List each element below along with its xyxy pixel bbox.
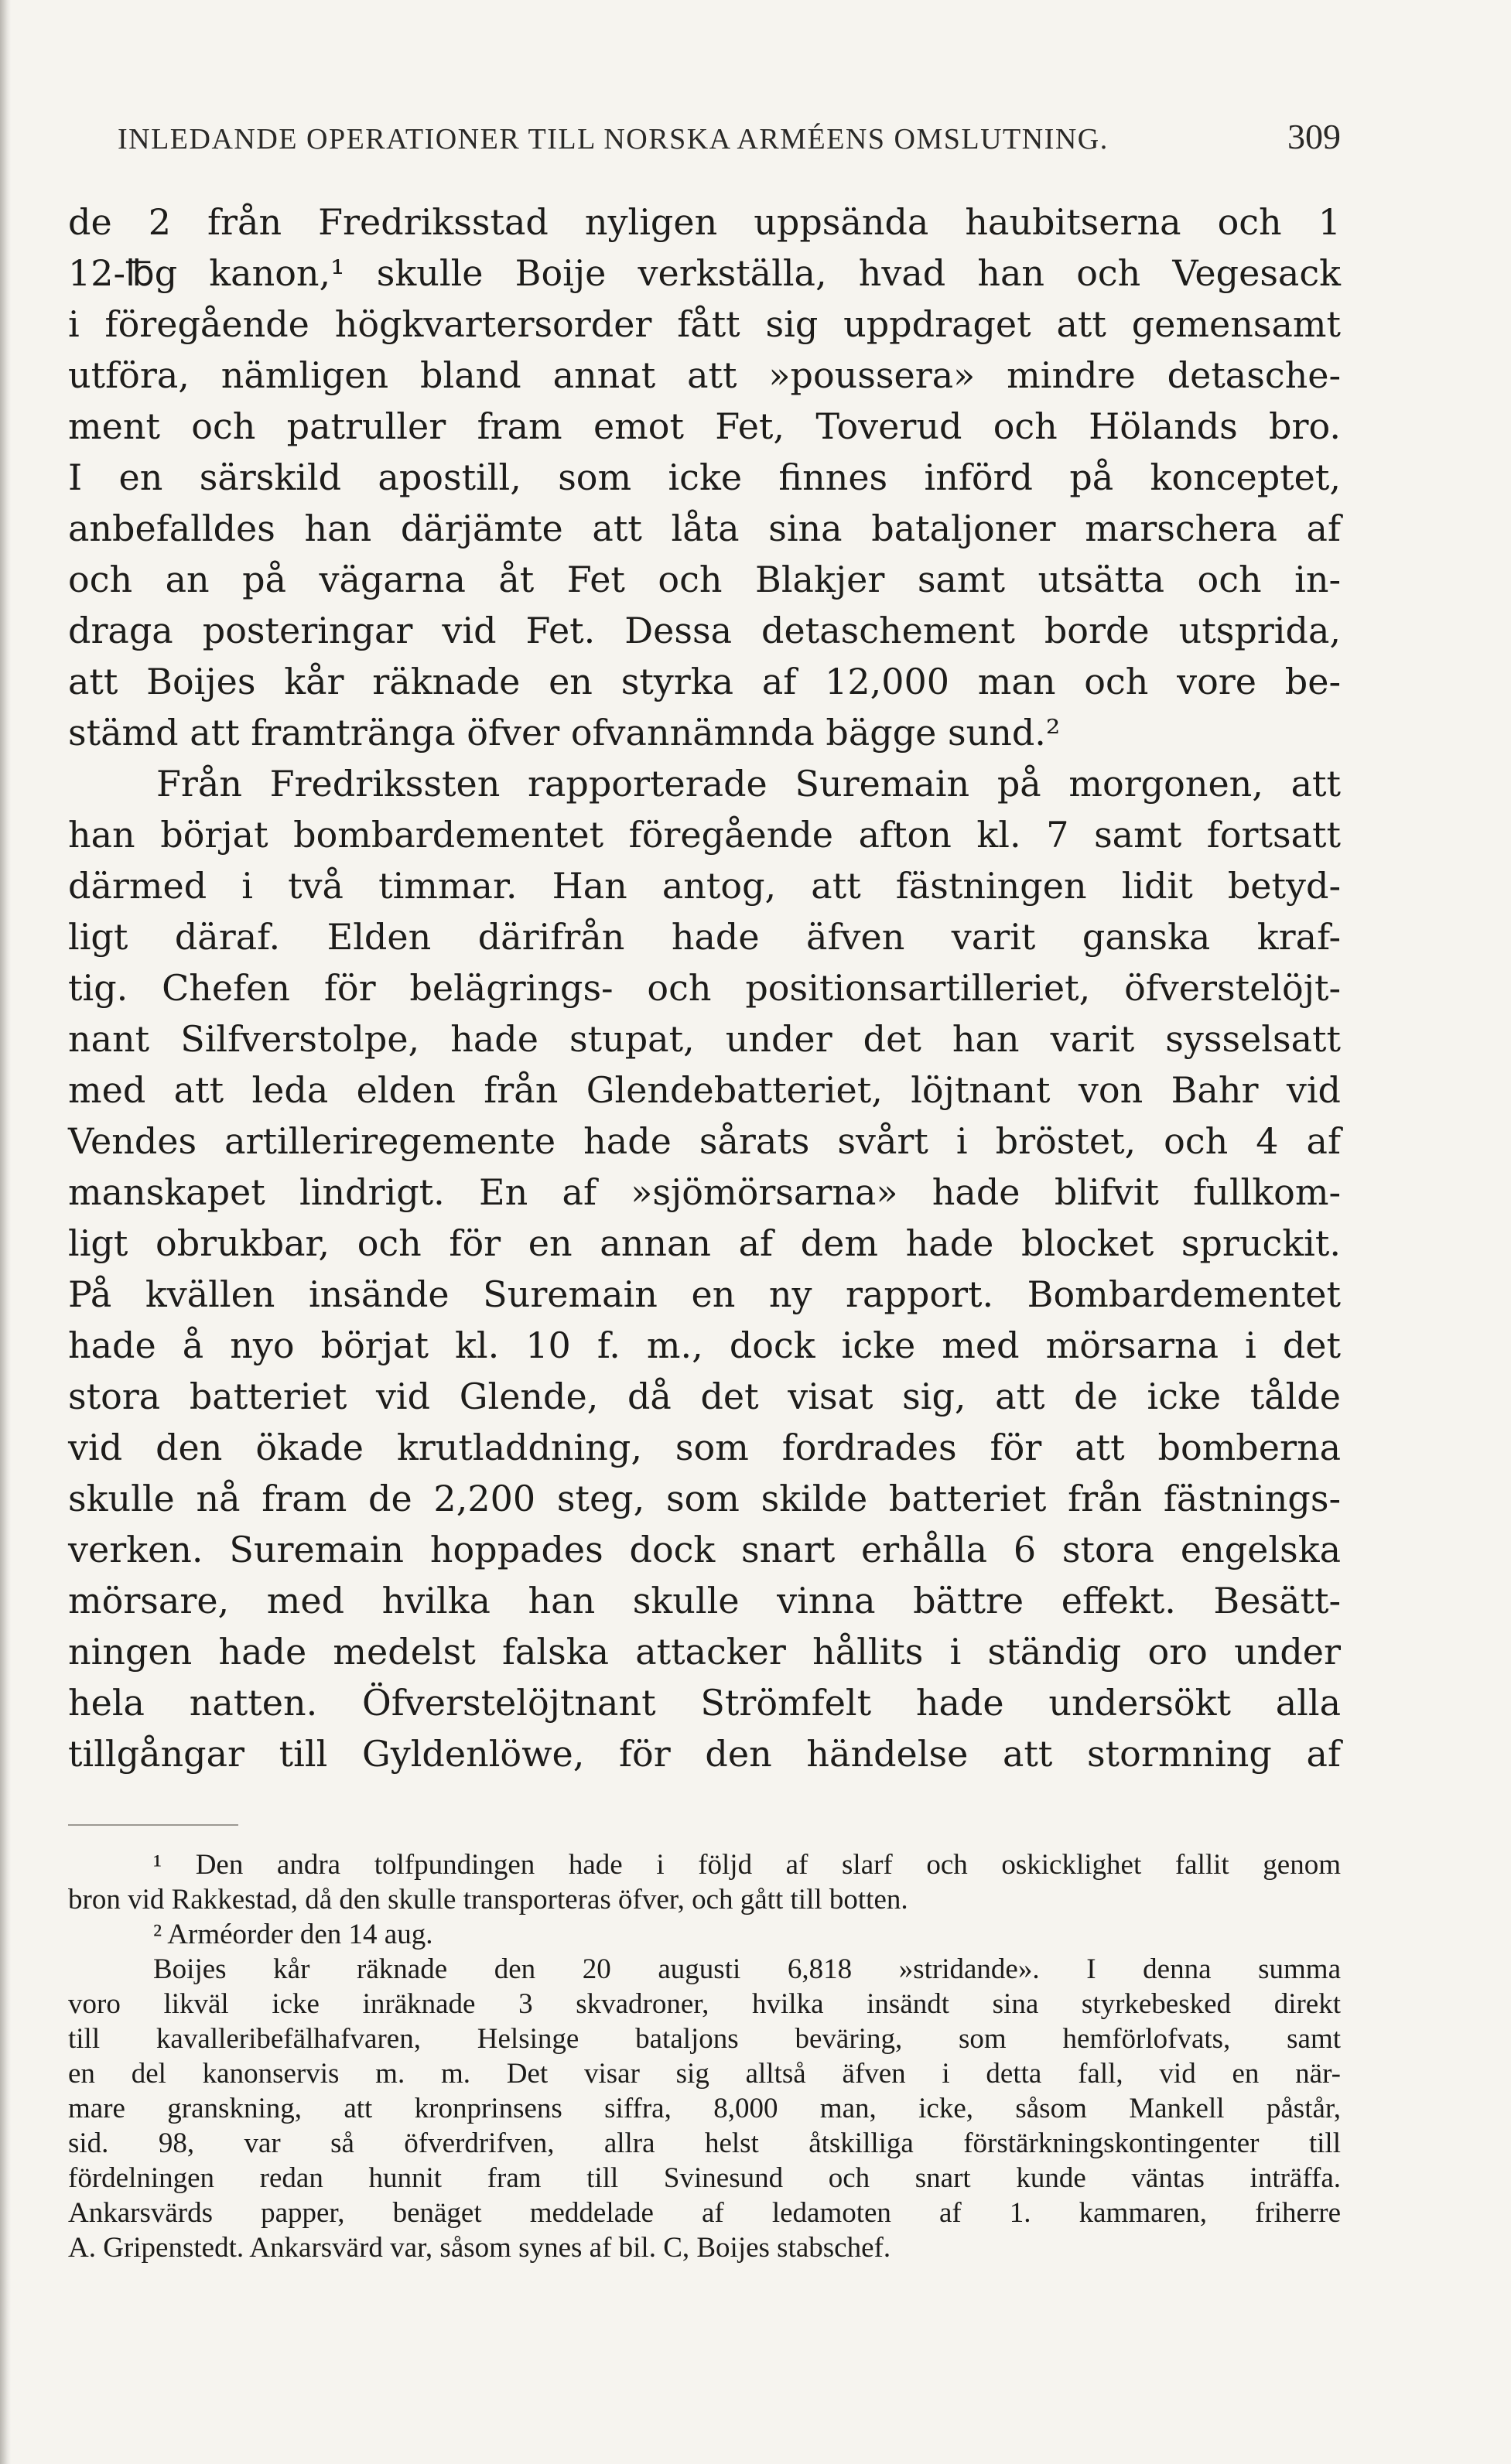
body-line: hade å nyo börjat kl. 10 f. m., dock icke med mörsarna i det (68, 1324, 1341, 1366)
footnote-line: fördelningen redan hunnit fram till Svinesund och snart kunde väntas inträffa. (68, 2162, 1341, 2194)
page-number: 309 (1287, 117, 1341, 156)
footnote-line: en del kanonservis m. m. Det visar sig alltså äfven i detta fall, vid en när- (68, 2058, 1341, 2090)
footnote-line: bron vid Rakkestad, då den skulle transporteras öfver, och gått till botten. (68, 1884, 908, 1915)
footnote-line: Ankarsvärds papper, benäget meddelade af ledamoten af 1. kammaren, friherre (68, 2197, 1341, 2229)
running-header (68, 108, 1341, 162)
body-line: utföra, nämligen bland annat att »poussera» mindre detasche- (68, 354, 1341, 396)
body-line: I en särskild apostill, som icke finnes införd på konceptet, (68, 456, 1341, 498)
body-line: ment och patruller fram emot Fet, Toverud och Hölands bro. (68, 405, 1341, 447)
footnote-line: sid. 98, var så öfverdrifven, allra helst åtskilliga förstärkningskontingenter till (68, 2127, 1341, 2159)
body-line: han börjat bombardementet föregående afton kl. 7 samt fortsatt (68, 814, 1341, 856)
body-line: de 2 från Fredriksstad nyligen uppsända haubitserna och 1 (68, 201, 1341, 243)
body-line: därmed i två timmar. Han antog, att fästningen lidit betyd- (68, 865, 1341, 907)
body-line: stora batteriet vid Glende, då det visat sig, att de icke tålde (68, 1376, 1341, 1417)
body-line: Från Fredrikssten rapporterade Suremain på morgonen, att (156, 763, 1341, 805)
body-line: vid den ökade krutladdning, som fordrades för att bomberna (68, 1427, 1341, 1468)
footnote-line: voro likväl icke inräknade 3 skvadroner, hvilka insändt sina styrkebesked direkt (68, 1988, 1341, 2020)
body-line: verken. Suremain hoppades dock snart erhålla 6 stora engelska (68, 1529, 1341, 1570)
running-header-title: INLEDANDE OPERATIONER TILL NORSKA ARMÉENS OMSLUTNING. (118, 123, 1109, 155)
body-line: att Boijes kår räknade en styrka af 12,000 man och vore be- (68, 661, 1341, 702)
footnote-line: mare granskning, att kronprinsens siffra, 8,000 man, icke, såsom Mankell påstår, (68, 2093, 1341, 2124)
body-line: manskapet lindrigt. En af »sjömörsarna» hade blifvit fullkom- (68, 1171, 1341, 1213)
footnote-line: till kavalleribefälhafvaren, Helsinge bataljons beväring, som hemförlofvats, samt (68, 2023, 1341, 2055)
body-line: hela natten. Öfverstelöjtnant Strömfelt hade undersökt alla (68, 1682, 1341, 1724)
page-gutter-shadow (0, 0, 11, 2464)
body-line: skulle nå fram de 2,200 steg, som skilde batteriet från fästnings- (68, 1478, 1341, 1519)
book-page (68, 108, 1341, 2265)
body-line: Vendes artilleriregemente hade sårats svårt i bröstet, och 4 af (68, 1120, 1341, 1162)
body-line: draga posteringar vid Fet. Dessa detaschement borde utsprida, (68, 610, 1341, 651)
footnote-line: Boijes kår räknade den 20 augusti 6,818 »stridande». I denna summa (153, 1953, 1341, 1985)
body-line: ningen hade medelst falska attacker hållits i ständig oro under (68, 1631, 1341, 1673)
body-line: nant Silfverstolpe, hade stupat, under det han varit sysselsatt (68, 1018, 1341, 1060)
footnote-line: A. Gripenstedt. Ankarsvärd var, såsom synes af bil. C, Boijes stabschef. (68, 2232, 891, 2264)
footnotes (68, 1847, 1341, 2265)
body-line: På kvällen insände Suremain en ny rapport. Bombardementet (68, 1273, 1341, 1315)
footnote-line: ¹ Den andra tolfpundingen hade i följd af slarf och oskicklighet fallit genom (153, 1849, 1341, 1881)
body-line: tig. Chefen för belägrings- och positionsartilleriet, öfverstelöjt- (68, 967, 1341, 1009)
body-line: ligt obrukbar, och för en annan af dem hade blocket spruckit. (68, 1222, 1341, 1264)
body-line: tillgångar till Gyldenlöwe, för den händelse att stormning af (68, 1733, 1341, 1775)
body-line: ligt däraf. Elden därifrån hade äfven varit ganska kraf- (68, 916, 1341, 958)
body-line: och an på vägarna åt Fet och Blakjer samt utsätta och in- (68, 559, 1341, 600)
body-line: stämd att framtränga öfver ofvannämnda bägge sund.² (68, 712, 1061, 754)
body-line: med att leda elden från Glendebatteriet, löjtnant von Bahr vid (68, 1069, 1341, 1111)
body-line: mörsare, med hvilka han skulle vinna bättre effekt. Besätt- (68, 1580, 1341, 1622)
body-line: anbefalldes han därjämte att låta sina bataljoner marschera af (68, 507, 1341, 549)
body-line: i föregående högkvartersorder fått sig uppdraget att gemensamt (68, 303, 1341, 345)
footnote-divider (68, 1824, 238, 1826)
body-text (68, 197, 1341, 1779)
footnote-line: ² Arméorder den 14 aug. (153, 1919, 433, 1950)
body-line: 12-℔g kanon,¹ skulle Boije verkställa, hvad han och Vegesack (68, 252, 1341, 294)
